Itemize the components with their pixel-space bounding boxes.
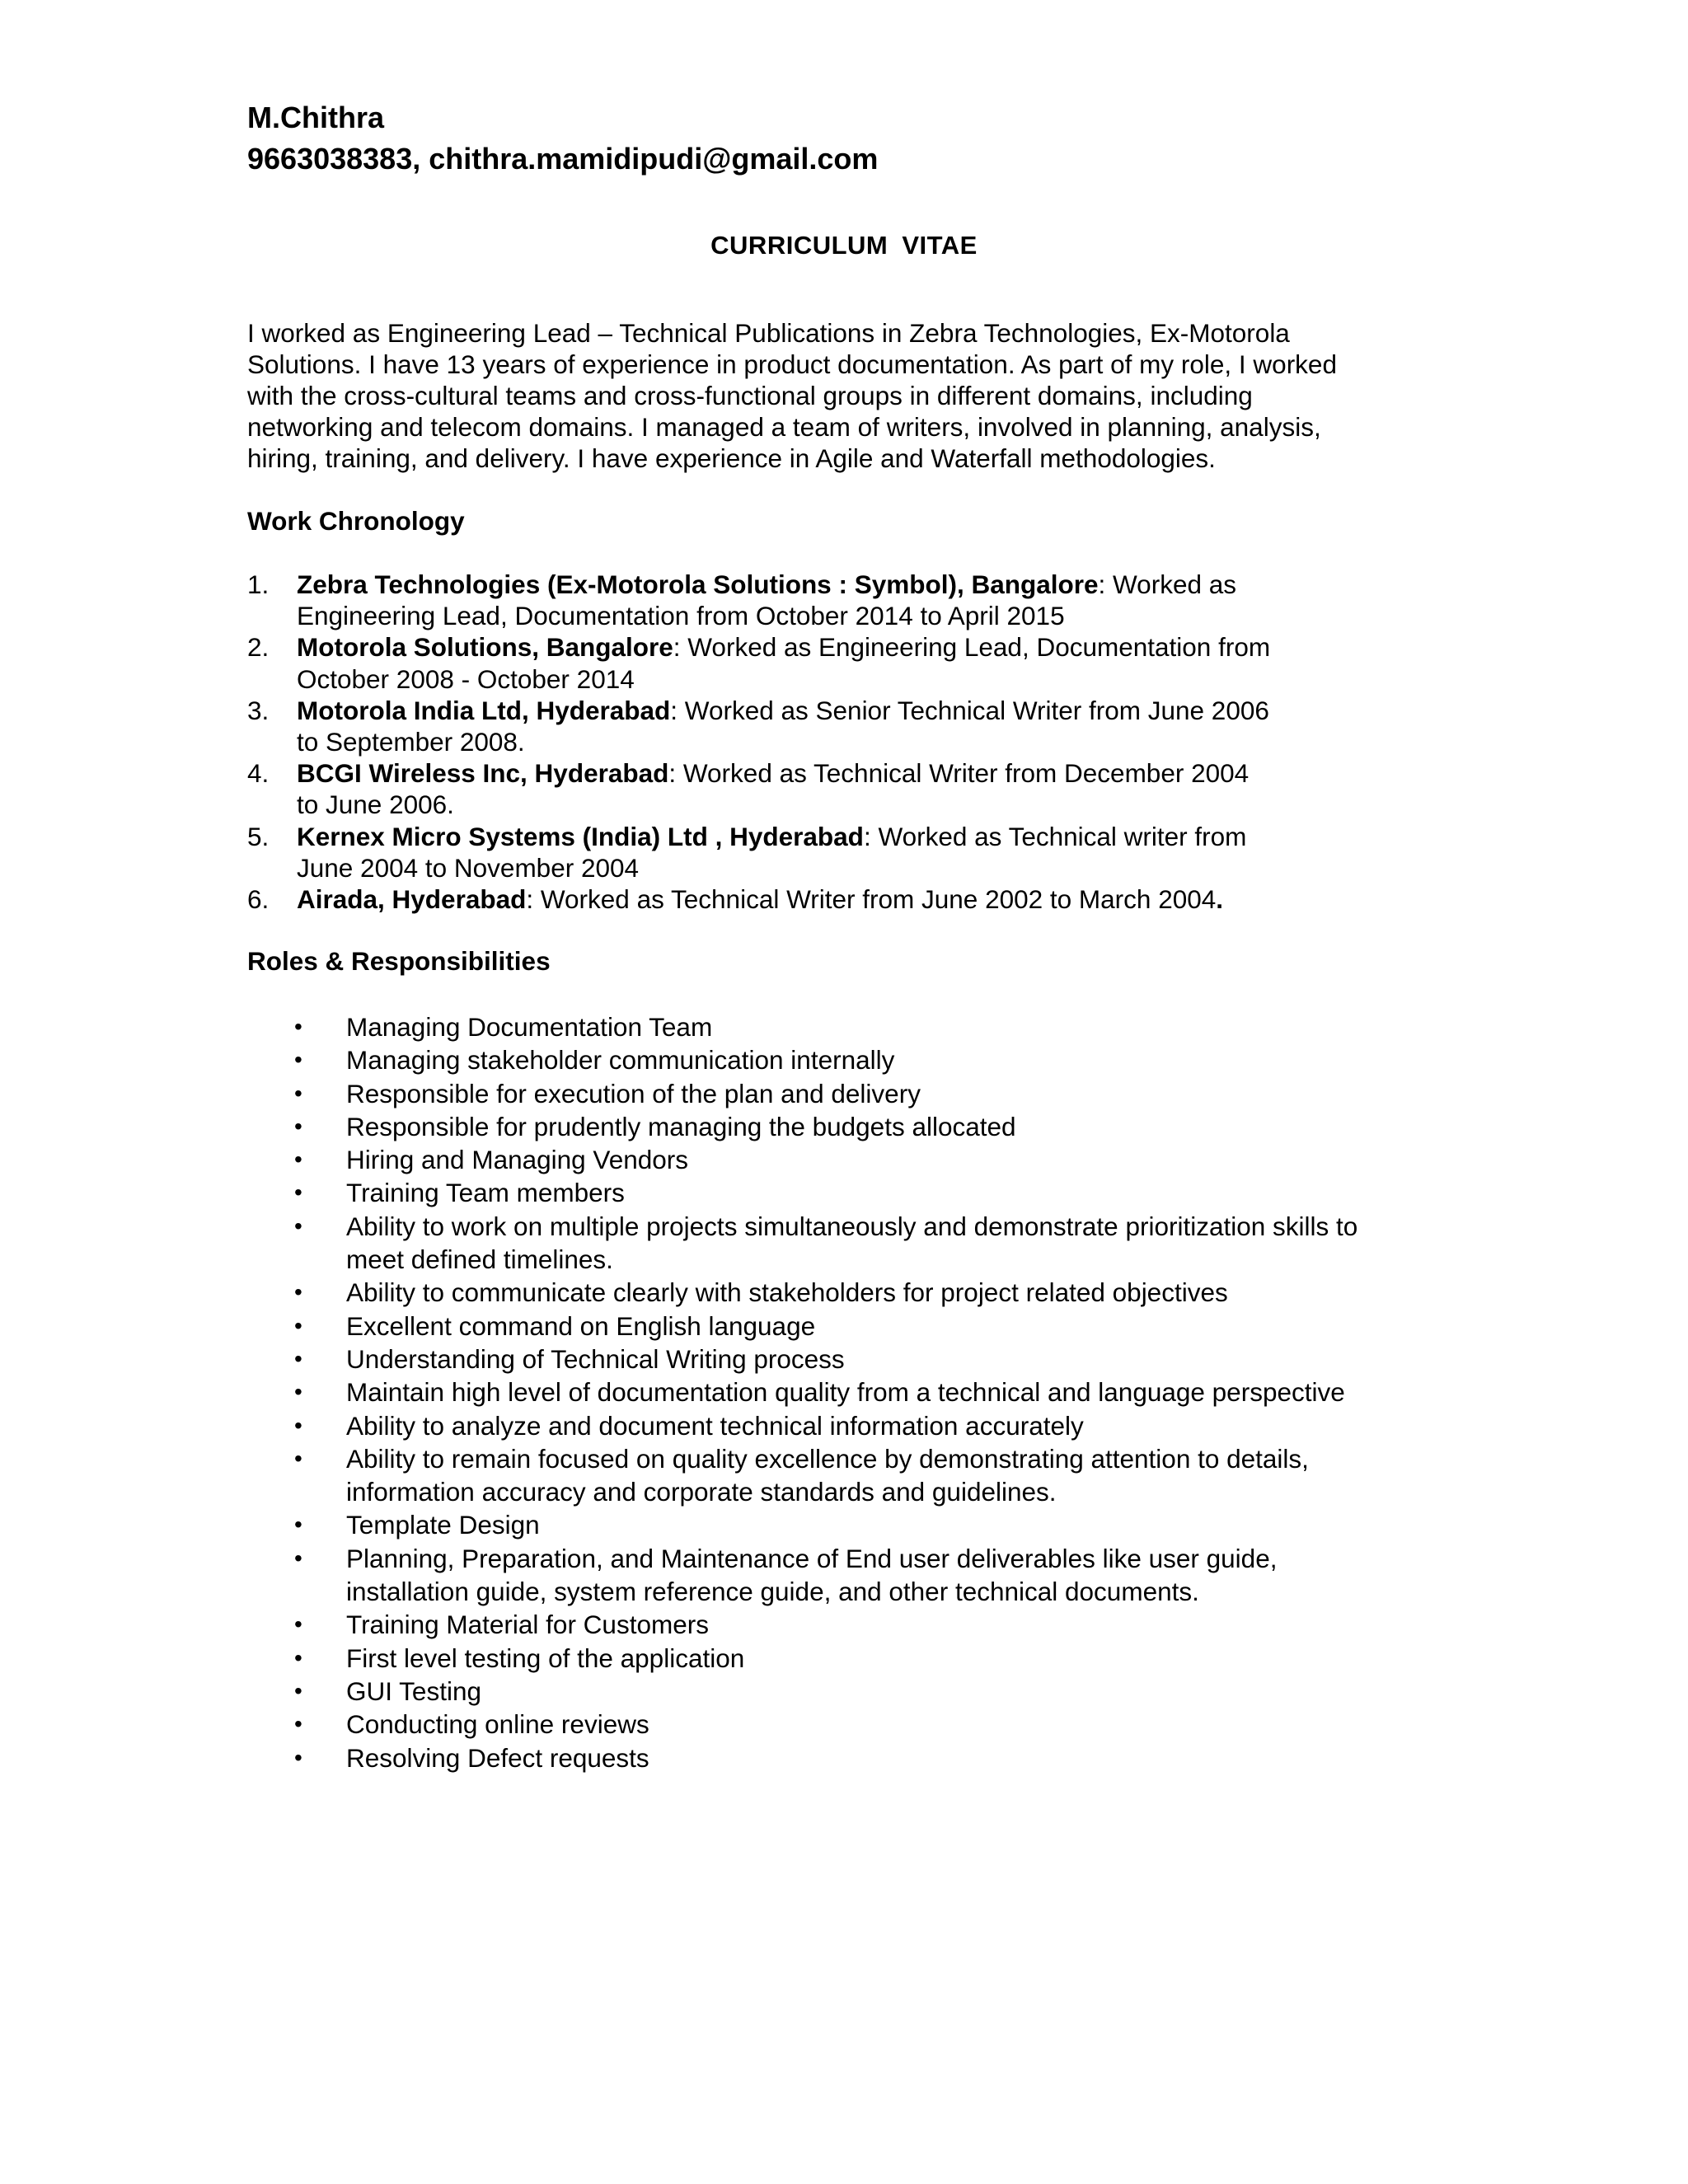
bullet-icon: • xyxy=(294,1511,302,1538)
bullet-icon: • xyxy=(294,1412,302,1438)
roles-item xyxy=(247,1708,1533,1741)
header xyxy=(247,97,878,180)
bullet-icon: • xyxy=(294,1014,302,1039)
roles-item xyxy=(247,1409,1533,1442)
roles-item-text: Hiring and Managing Vendors xyxy=(346,1145,689,1175)
roles-item xyxy=(247,1376,1533,1408)
summary-paragraph xyxy=(247,317,1337,474)
roles-item xyxy=(247,1043,1533,1076)
candidate-name: M.Chithra xyxy=(247,101,384,134)
work-item-description-cont: to June 2006. xyxy=(297,790,454,820)
work-item xyxy=(247,631,1484,694)
bullet-icon: • xyxy=(294,1445,302,1471)
summary-line: hiring, training, and delivery. I have experience in Agile and Waterfall methodologies. xyxy=(247,443,1216,473)
work-item-description: : Worked as Technical Writer from June 2002 to March 2004 xyxy=(526,884,1217,915)
bullet-icon: • xyxy=(294,1179,302,1206)
roles-item xyxy=(247,1508,1533,1541)
bullet-icon: • xyxy=(294,1644,302,1671)
work-item-number: 6. xyxy=(247,884,270,915)
work-item xyxy=(247,569,1484,631)
work-item xyxy=(247,757,1484,820)
summary-line: with the cross-cultural teams and cross-functional groups in different domains, including xyxy=(247,381,1253,410)
work-item-company: BCGI Wireless Inc, Hyderabad xyxy=(297,758,669,789)
work-item-description: : Worked as Technical Writer from December 2004 xyxy=(668,758,1250,789)
contact-info: 9663038383, chithra.mamidipudi@gmail.com xyxy=(247,142,879,176)
work-item-number: 5. xyxy=(247,821,270,851)
roles-item xyxy=(247,1675,1533,1708)
work-item-number: 2. xyxy=(247,632,270,663)
summary-line: I worked as Engineering Lead – Technical Publications in Zebra Technologies, Ex-Motorola xyxy=(247,318,1290,348)
work-item xyxy=(247,695,1484,757)
roles-item-text: Managing Documentation Team xyxy=(346,1012,713,1042)
bullet-icon: • xyxy=(294,1146,302,1173)
roles-item xyxy=(247,1110,1533,1143)
work-item-description-cont: June 2004 to November 2004 xyxy=(297,852,640,883)
document-title: CURRICULUM VITAE xyxy=(710,231,978,260)
roles-item-text: Training Team members xyxy=(346,1178,625,1208)
work-item-description: : Worked as xyxy=(1098,569,1236,599)
roles-item-text: Training Material for Customers xyxy=(346,1610,709,1640)
roles-item xyxy=(247,1542,1533,1609)
roles-item-text: Responsible for execution of the plan and delivery xyxy=(346,1078,921,1108)
roles-item-text: Ability to remain focused on quality excellence by demonstrating attention to details, xyxy=(346,1443,1309,1474)
roles-item-text: information accuracy and corporate standards and guidelines. xyxy=(346,1477,1057,1507)
work-item-company: Zebra Technologies (Ex-Motorola Solutions : Symbol), Bangalore xyxy=(297,569,1099,599)
roles-item-text: Maintain high level of documentation quality from a technical and language perspective xyxy=(346,1377,1345,1408)
roles-item-text: GUI Testing xyxy=(346,1675,481,1706)
bullet-icon: • xyxy=(294,1544,302,1571)
roles-item-text: meet defined timelines. xyxy=(346,1244,613,1275)
work-item-description: : Worked as Engineering Lead, Documentation from xyxy=(673,632,1271,663)
bullet-icon: • xyxy=(294,1744,302,1770)
roles-item-text: Responsible for prudently managing the budgets allocated xyxy=(346,1111,1016,1141)
roles-item xyxy=(247,1276,1533,1309)
summary-line: networking and telecom domains. I managed a team of writers, involved in planning, analysis, xyxy=(247,412,1321,442)
work-item-company: Airada, Hyderabad xyxy=(297,884,527,915)
roles-item-text: installation guide, system reference guide, and other technical documents. xyxy=(346,1577,1199,1607)
roles-item xyxy=(247,1143,1533,1176)
roles-item-text: Understanding of Technical Writing process xyxy=(346,1343,845,1374)
roles-item-text: Resolving Defect requests xyxy=(346,1742,649,1773)
bullet-icon: • xyxy=(294,1611,302,1638)
roles-item-text: Template Design xyxy=(346,1510,540,1540)
bullet-icon: • xyxy=(294,1677,302,1704)
bullet-icon: • xyxy=(294,1312,302,1338)
roles-item-text: First level testing of the application xyxy=(346,1643,745,1673)
summary-line: Solutions. I have 13 years of experience in product documentation. As part of my role, I worked xyxy=(247,349,1337,379)
roles-item xyxy=(247,1077,1533,1110)
roles-item xyxy=(247,1210,1533,1277)
roles-item xyxy=(247,1176,1533,1209)
work-chronology-heading: Work Chronology xyxy=(247,506,465,536)
bullet-icon: • xyxy=(294,1379,302,1405)
work-item-description-cont: to September 2008. xyxy=(297,727,525,757)
roles-item-text: Conducting online reviews xyxy=(346,1709,649,1740)
work-item-number: 3. xyxy=(247,695,270,725)
work-item-company: Kernex Micro Systems (India) Ltd , Hyderabad xyxy=(297,821,864,851)
roles-item-text: Excellent command on English language xyxy=(346,1310,816,1341)
roles-item-text: Managing stakeholder communication internally xyxy=(346,1045,895,1076)
roles-item xyxy=(247,1608,1533,1641)
roles-item xyxy=(247,1310,1533,1343)
roles-item-text: Ability to communicate clearly with stakeholders for project related objectives xyxy=(346,1277,1228,1308)
work-chronology-list xyxy=(247,569,1484,915)
work-item-number: 4. xyxy=(247,758,270,789)
roles-item-text: Ability to analyze and document technical information accurately xyxy=(346,1410,1084,1441)
roles-item-text: Planning, Preparation, and Maintenance of End user deliverables like user guide, xyxy=(346,1543,1278,1573)
bullet-icon: • xyxy=(294,1113,302,1139)
work-item xyxy=(247,821,1484,883)
roles-item xyxy=(247,1343,1533,1376)
roles-list xyxy=(247,1010,1533,1774)
work-item-company: Motorola India Ltd, Hyderabad xyxy=(297,695,671,725)
work-item-number: 1. xyxy=(247,569,270,599)
roles-item xyxy=(247,1442,1533,1509)
bullet-icon: • xyxy=(294,1279,302,1305)
bullet-icon: • xyxy=(294,1345,302,1371)
roles-item xyxy=(247,1741,1533,1774)
work-item-description-cont: Engineering Lead, Documentation from October 2014 to April 2015 xyxy=(297,601,1065,631)
work-item-end-period: . xyxy=(1216,884,1224,915)
bullet-icon: • xyxy=(294,1212,302,1239)
work-item-description: : Worked as Senior Technical Writer from June 2006 xyxy=(670,695,1269,725)
work-item-description: : Worked as Technical writer from xyxy=(863,821,1247,851)
roles-heading: Roles & Responsibilities xyxy=(247,946,551,976)
work-item-description-cont: October 2008 - October 2014 xyxy=(297,663,635,694)
bullet-icon: • xyxy=(294,1080,302,1106)
work-item-company: Motorola Solutions, Bangalore xyxy=(297,632,673,663)
roles-item-text: Ability to work on multiple projects simultaneously and demonstrate prioritization skills to xyxy=(346,1211,1358,1241)
roles-item xyxy=(247,1642,1533,1675)
bullet-icon: • xyxy=(294,1711,302,1737)
roles-item xyxy=(247,1010,1533,1043)
work-item xyxy=(247,883,1484,915)
bullet-icon: • xyxy=(294,1047,302,1073)
